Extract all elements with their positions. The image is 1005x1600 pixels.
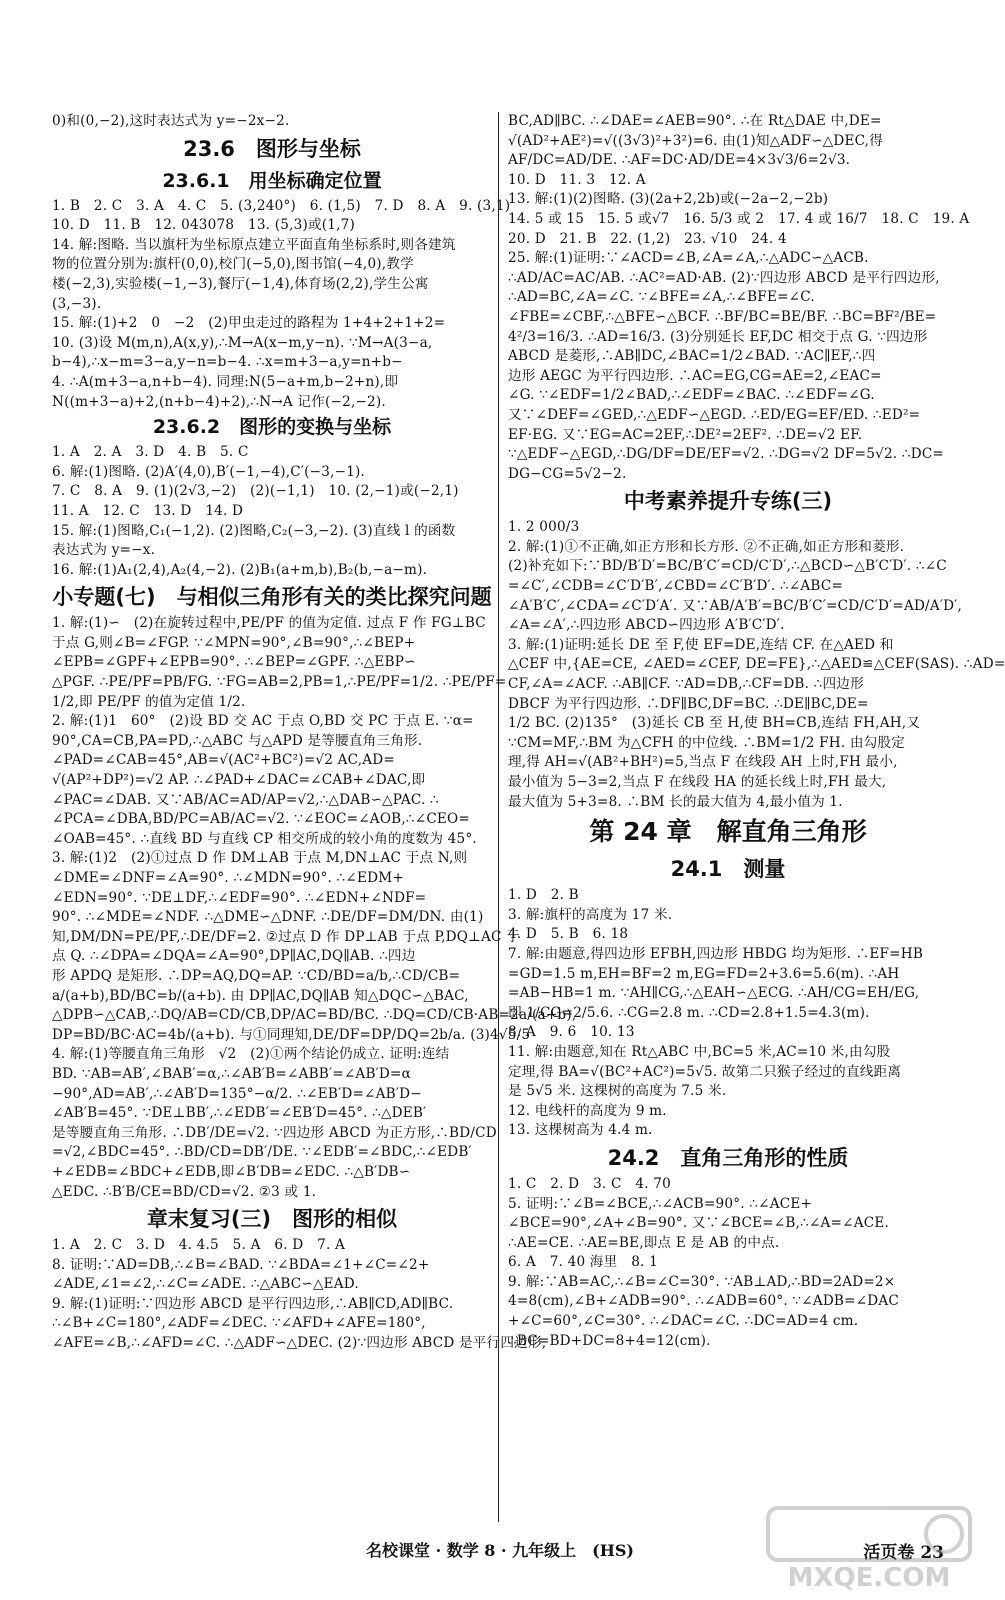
subsection-heading: 23.6.1 用坐标确定位置: [162, 169, 382, 192]
answer-line: 9. 解:∵AB=AC,∴∠B=∠C=30°. ∵AB⊥AD,∴BD=2AD=2×: [508, 1273, 896, 1290]
answer-line: 11. 解:由题意,知在 Rt△ABC 中,BC=5 米,AC=10 米,由勾股: [508, 1043, 891, 1060]
answer-line: +∠C=60°,∠C=30°. ∴∠DAC=∠C. ∴DC=AD=4 cm.: [508, 1313, 859, 1330]
answer-line: 边形 AEGC 为平行四边形. ∴AC=EG,CG=AE=2,∠EAC=: [508, 367, 882, 384]
answer-line: 0)和(0,−2),这时表达式为 y=−2x−2.: [52, 113, 290, 129]
answer-line: 15. 解:(1)+2 0 −2 (2)甲虫走过的路程为 1+4+2+1+2=: [52, 315, 446, 332]
answer-line: △DPB∽△CAB,∴DQ/AB=CD/CB,DP/AC=BD/BC. ∴DQ=CD/CB·AB=2a/(a+b),: [52, 1007, 577, 1024]
answer-line: 理,得 AH=√(AB²+BH²)=5,当点 F 在线段 AH 上时,FH 最小,: [508, 754, 898, 771]
answer-line: 8. 证明:∵AD=DB,∴∠B=∠BAD. ∵∠BDA=∠1+∠C=∠2+: [52, 1256, 430, 1273]
answer-line: 13. 解:(1)(2)图略. (3)(2a+2,2b)或(−2a−2,−2b): [508, 191, 829, 208]
answer-line: 10. (3)设 M(m,n),A(x,y),∴M→A(x−m,y−n). ∵M→A(3−a,: [52, 334, 433, 351]
answer-line: ∠PAD=∠CAB=45°,AB=√(AC²+BC²)=√2 AC,AD=: [52, 752, 395, 769]
subsection-heading: 23.6.2 图形的变换与坐标: [152, 416, 392, 439]
answer-line: 1/2 BC. (2)135° (3)延长 CB 至 H,使 BH=CB,连结 FH,AH,又: [508, 715, 921, 732]
answer-line: =∠C′,∠CDB=∠C′D′B′,∠CBD=∠C′B′D′. ∴∠ABC=: [508, 578, 844, 595]
answer-line: 最大值为 5+3=8. ∴BM 长的最大值为 4,最小值为 1.: [508, 793, 843, 810]
answer-line: 4. 解:(1)等腰直角三角形 √2 (2)①两个结论仍成立. 证明:连结: [52, 1046, 450, 1063]
answer-line: ∠A=∠A′,∴四边形 ABCD∽四边形 A′B′C′D′.: [508, 617, 785, 634]
answer-line: DBCF 为平行四边形. ∴DF∥BC,DF=BC. ∴DE∥BC,DE=: [508, 695, 869, 712]
answer-line: (2)补充如下:∵BD/B′D′=BC/B′C′=CD/C′D′,∴△BCD∽△B′C′D′. ∴∠C: [508, 558, 947, 575]
answer-line: 90°. ∴∠MDE=∠NDF. ∴△DME∽△DNF. ∴DE/DF=DM/DN. 由(1): [52, 909, 484, 926]
answer-line: 最小值为 5−3=2,当点 F 在线段 HA 的延长线上时,FH 最大,: [508, 774, 887, 790]
answer-line: 楼(−2,3),实验楼(−1,−3),餐厅(−1,4),体育场(2,2),学生公寓: [52, 275, 429, 292]
answer-line: 90°,CA=CB,PA=PD,∴△ABC 与△APD 是等腰直角三角形.: [52, 732, 423, 749]
answer-line: ∠AB′B=45°. ∵DE⊥BB′,∴∠EDB′=∠EB′D=45°. ∴△DEB′: [52, 1105, 427, 1122]
answer-line: 6. A 7. 40 海里 8. 1: [508, 1254, 658, 1271]
answer-line: DP=BD/BC·AC=4b/(a+b). 与①同理知,DE/DF=DP/DQ=2b/a. (3)4√5/5: [52, 1026, 531, 1043]
answer-line: b−4),∴x−m=3−a,y−n=b−4. ∴x=m+3−a,y=n+b−: [52, 354, 403, 371]
answer-line: ∠DME=∠DNF=∠A=90°. ∴∠MDN=90°. ∴∠EDM+: [52, 870, 404, 886]
section-heading: 章末复习(三) 图形的相似: [146, 1207, 398, 1232]
section-heading: 小专题(七) 与相似三角形有关的类比探究问题: [52, 585, 492, 610]
answer-line: 4=8(cm),∠B+∠ADB=90°. ∴∠ADB=60°. ∵∠ADB=∠DAC: [508, 1293, 900, 1310]
answer-line: 形 APDQ 是矩形. ∴DP=AQ,DQ=AP. ∵CD/BD=a/b,∴CD/CB=: [52, 967, 461, 984]
answer-line: ∠AFE=∠B,∴∠AFD=∠C. ∴△ADF∽△DEC. (2)∵四边形 ABCD 是平行四边形,: [52, 1335, 547, 1352]
section-heading: 24.1 测量: [670, 857, 786, 882]
answer-line: 1. 2 000/3: [508, 519, 580, 536]
section-heading: 23.6 图形与坐标: [183, 136, 361, 161]
answer-line: 25. 解:(1)证明:∵∠ACD=∠B,∠A=∠A,∴△ADC∽△ACB.: [508, 250, 869, 267]
answer-line: ∠EPB=∠GPF+∠EPB=90°. ∴∠BEP=∠GPF. ∴△EBP∽: [52, 654, 416, 671]
answer-line: a/(a+b),BD/BC=b/(a+b). 由 DP∥AC,DQ∥AB 知△DQC∽△BAC,: [52, 987, 469, 1004]
answer-line: BD. ∵AB=AB′,∠BAB′=α,∴∠AB′B=∠ABB′=∠AB′D=α: [52, 1065, 411, 1082]
answer-line: 9. 解:(1)证明:∵四边形 ABCD 是平行四边形,∴AB∥CD,AD∥BC.: [52, 1295, 454, 1312]
answer-line: =AB−HB=1 m. ∵AH∥CG,∴△EAH∽△ECG. ∴AH/CG=EH/EG,: [508, 985, 920, 1002]
answer-line: 7. 解:由题意,得四边形 EFBH,四边形 HBDG 均为矩形. ∴EF=HB: [508, 945, 924, 962]
footer-book-title: 名校课堂 · 数学 8 · 九年级上 (HS): [366, 1541, 634, 1560]
answer-line: ∵CM=MF,∴BM 为△CFH 的中位线. ∴BM=1/2 FH. 由勾股定: [508, 734, 906, 751]
chapter-heading: 第 24 章 解直角三角形: [589, 817, 867, 847]
answer-line: 5. 证明:∵∠B=∠BCE,∴∠ACB=90°. ∴∠ACE+: [508, 1195, 813, 1212]
section-heading: 中考素养提升专练(三): [623, 489, 833, 514]
answer-line: 10. D 11. 3 12. A: [508, 171, 646, 188]
right-answer-column: [508, 112, 1005, 1520]
watermark-text: MXQE.COM: [787, 1563, 951, 1593]
answer-line: 3. 解:(1)证明:延长 DE 至 F,使 EF=DE,连结 CF. 在△AED 和: [508, 636, 894, 653]
answer-line: 1. A 2. C 3. D 4. 4.5 5. A 6. D 7. A: [52, 1237, 346, 1254]
answer-line: ∠PCA=∠DBA,BD/PC=AB/AC=√2. ∵∠EOC=∠AOB,∴∠CEO=: [52, 811, 470, 828]
answer-line: 6. 解:(1)图略. (2)A′(4,0),B′(−1,−4),C′(−3,−1).: [52, 463, 366, 480]
answer-line: 物的位置分别为:旗杆(0,0),校门(−5,0),图书馆(−4,0),教学: [52, 256, 414, 273]
answer-line: ∠EDN=90°. ∵DE⊥DF,∴∠EDF=90°. ∴∠EDN+∠NDF=: [52, 889, 427, 906]
answer-line: ∠G. ∵∠EDF=1/2∠BAD,∴∠EDF=∠BAC. ∴∠EDF=∠G.: [508, 387, 875, 404]
answer-line: 1. B 2. C 3. A 4. C 5. (3,240°) 6. (1,5) 7. D 8. A 9. (3,1): [52, 197, 511, 214]
answer-line: 是 5√5 米. 这棵树的高度为 7.5 米.: [508, 1083, 727, 1100]
answer-line: ∴∠B+∠C=180°,∠ADF=∠DEC. ∵∠AFD+∠AFE=180°,: [52, 1315, 426, 1332]
answer-line: ∠BCE=90°,∠A+∠B=90°. 又∵∠BCE=∠B,∴∠A=∠ACE.: [508, 1215, 889, 1232]
answer-line: 10. D 11. B 12. 043078 13. (5,3)或(1,7): [52, 217, 355, 234]
answer-line: =√2,∠BDC=45°. ∴BD/CD=DB′/DE. ∵∠EDB′=∠BDC,∴∠EDB′: [52, 1144, 472, 1161]
answer-line: (3,−3).: [52, 295, 102, 312]
answer-line: ∴BC=BD+DC=8+4=12(cm).: [508, 1332, 711, 1349]
answer-line: =GD=1.5 m,EH=BF=2 m,EG=FD=2+3.6=5.6(m). ∴AH: [508, 965, 900, 982]
answer-line: EF·EG. 又∵EG=AC=2EF,∴DE²=2EF². ∴DE=√2 EF.: [508, 426, 863, 443]
answer-line: ∠FBE=∠CBF,∴△BFE∽△BCF. ∴BF/BC=BE/BF. ∴BC=BF²/BE=: [508, 308, 937, 325]
answer-line: 1. D 2. B: [508, 887, 579, 904]
answer-line: 12. 电线杆的高度为 9 m.: [508, 1102, 667, 1119]
answer-line: +∠EDB=∠BDC+∠EDB,即∠B′DB=∠EDC. ∴△B′DB∽: [52, 1163, 411, 1180]
answer-line: ∴AE=CE. ∴AE=BE,即点 E 是 AB 的中点.: [508, 1234, 780, 1251]
answer-line: ∠ADE,∠1=∠2,∴∠C=∠ADE. ∴△ABC∽△EAD.: [52, 1276, 359, 1293]
answer-line: 点 Q. ∴∠DPA=∠DQA=∠A=90°,DP∥AC,DQ∥AB. ∴四边: [52, 948, 416, 965]
answer-line: DG−CG=5√2−2.: [508, 465, 627, 482]
answer-line: 14. 5 或 15 15. 5 或√7 16. 5/3 或 2 17. 4 或 16/7 18. C 19. A: [508, 210, 970, 227]
answer-line: √(AD²+AE²)=√((3√3)²+3²)=6. 由(1)知△ADF∽△DEC,得: [508, 132, 884, 149]
answer-line: 13. 这棵树高为 4.4 m.: [508, 1122, 653, 1139]
answer-line: 表达式为 y=−x.: [52, 542, 156, 559]
answer-line: 于点 G,则∠B=∠FGP. ∵∠MPN=90°,∠B=90°,∴∠BEP+: [52, 634, 416, 651]
answer-line: N((m+3−a)+2,(n+b−4)+2),∴N→A 记作(−2,−2).: [52, 393, 386, 410]
watermark-logo: [760, 1502, 978, 1592]
answer-line: ∴AD/AC=AC/AB. ∴AC²=AD·AB. (2)∵四边形 ABCD 是平行四边形,: [508, 269, 940, 286]
answer-line: 是等腰直角三角形. ∴DB′/DE=√2. ∵四边形 ABCD 为正方形,∴BD/CD: [52, 1124, 497, 1141]
section-heading: 24.2 直角三角形的性质: [607, 1145, 849, 1170]
answer-line: 7. C 8. A 9. (1)(2√3,−2) (2)(−1,1) 10. (2,−1)或(−2,1): [52, 483, 459, 500]
answer-line: 1. A 2. A 3. D 4. B 5. C: [52, 444, 249, 461]
answer-line: CF,∠A=∠ACF. ∴AB∥CF. ∵AD=DB,∴CF=DB. ∴四边形: [508, 676, 864, 693]
answer-line: 2. 解:(1)1 60° (2)设 BD 交 AC 于点 O,BD 交 PC 于点 E. ∵α=: [52, 713, 474, 730]
answer-line: BC,AD∥BC. ∴∠DAE=∠AEB=90°. ∴在 Rt△DAE 中,DE=: [508, 113, 882, 129]
answer-line: 又∵∠DEF=∠GED,∴△EDF∽△EGD. ∴ED/EG=EF/ED. ∴ED²=: [508, 406, 921, 423]
answer-line: 4. ∴A(m+3−a,n+b−4). 同理:N(5−a+m,b−2+n),即: [52, 373, 399, 390]
answer-line: 即 1/CG=2/5.6. ∴CG=2.8 m. ∴CD=2.8+1.5=4.3(m).: [508, 1004, 870, 1021]
answer-line: 1. 解:(1)∽ (2)在旋转过程中,PE/PF 的值为定值. 过点 F 作 FG⊥BC: [52, 615, 486, 632]
answer-line: △PGF. ∴PE/PF=PB/FG. ∵FG=AB=2,PB=1,∴PE/PF=1/2. ∴PE/PF=: [52, 674, 507, 691]
answer-line: 3. 解:旗杆的高度为 17 米.: [508, 906, 673, 923]
answer-line: 8. A 9. 6 10. 13: [508, 1024, 635, 1041]
answer-line: 14. 解:图略. 当以旗杆为坐标原点建立平面直角坐标系时,则各建筑: [52, 236, 456, 253]
answer-line: 16. 解:(1)A₁(2,4),A₂(4,−2). (2)B₁(a+m,b),B₂(b,−a−m).: [52, 561, 428, 578]
answer-line: ∠OAB=45°. ∴直线 BD 与直线 CP 相交所成的较小角的度数为 45°.: [52, 830, 477, 847]
answer-line: 20. D 21. B 22. (1,2) 23. √10 24. 4: [508, 230, 787, 247]
answer-line: 定理,得 BA=√(BC²+AC²)=5√5. 故第二只猴子经过的直线距离: [508, 1063, 902, 1080]
answer-line: 1. C 2. D 3. C 4. 70: [508, 1175, 671, 1192]
answer-line: ∵△EDF∽△EGD,∴DG/DF=DE/EF=√2. ∴DG=√2 DF=5√2. ∴DC=: [508, 446, 945, 463]
answer-line: AF/DC=AD/DE. ∴AF=DC·AD/DE=4×3√3/6=2√3.: [508, 152, 851, 169]
answer-line: 知,DM/DN=PE/PF,∴DE/DF=2. ②过点 D 作 DP⊥AB 于点 P,DQ⊥AC 于: [52, 928, 520, 945]
answer-line: ∴AD=BC,∠A=∠C. ∵∠BFE=∠A,∴∠BFE=∠C.: [508, 289, 815, 306]
answer-line: 2. 解:(1)①不正确,如正方形和长方形. ②不正确,如正方形和菱形.: [508, 538, 905, 555]
answer-line: √(AP²+DP²)=√2 AP. ∴∠PAD+∠DAC=∠CAB+∠DAC,即: [52, 772, 426, 789]
answer-line: ∠PAC=∠DAB. 又∵AB/AC=AD/AP=√2,∴△DAB∽△PAC. ∴: [52, 791, 439, 808]
answer-line: ∠A′B′C′,∠CDA=∠C′D′A′. 又∵AB/A′B′=BC/B′C′=CD/C′D′=AD/A′D′,: [508, 597, 963, 614]
answer-line: 15. 解:(1)图略,C₁(−1,2). (2)图略,C₂(−3,−2). (3)直线 l 的函数: [52, 522, 456, 539]
column-divider: [498, 112, 499, 1522]
answer-line: △CEF 中,{AE=CE, ∠AED=∠CEF, DE=FE},∴△AED≌△CEF(SAS). ∴AD=: [508, 656, 1005, 673]
answer-line: 1/2,即 PE/PF 的值为定值 1/2.: [52, 693, 246, 710]
answer-line: ABCD 是菱形,∴AB∥DC,∠BAC=1/2∠BAD. ∵AC∥EF,∴四: [508, 348, 876, 365]
answer-line: −90°,AD=AB′,∴∠AB′D=135°−α/2. ∴∠EB′D=∠AB′D−: [52, 1085, 422, 1102]
answer-line: 4. D 5. B 6. 18: [508, 926, 629, 943]
answer-line: 4²/3=16/3. ∴AD=16/3. (3)分别延长 EF,DC 相交于点 G. ∵四边形: [508, 328, 928, 345]
answer-line: △EDC. ∴B′B/CE=BD/CD=√2. ②3 或 1.: [52, 1183, 317, 1200]
answer-line: 3. 解:(1)2 (2)①过点 D 作 DM⊥AB 于点 M,DN⊥AC 于点 N,则: [52, 850, 468, 867]
footer-page-label: 活页卷 23: [863, 1543, 944, 1563]
watermark-badge-icon: [768, 1508, 970, 1560]
answer-line: 11. A 12. C 13. D 14. D: [52, 502, 244, 519]
